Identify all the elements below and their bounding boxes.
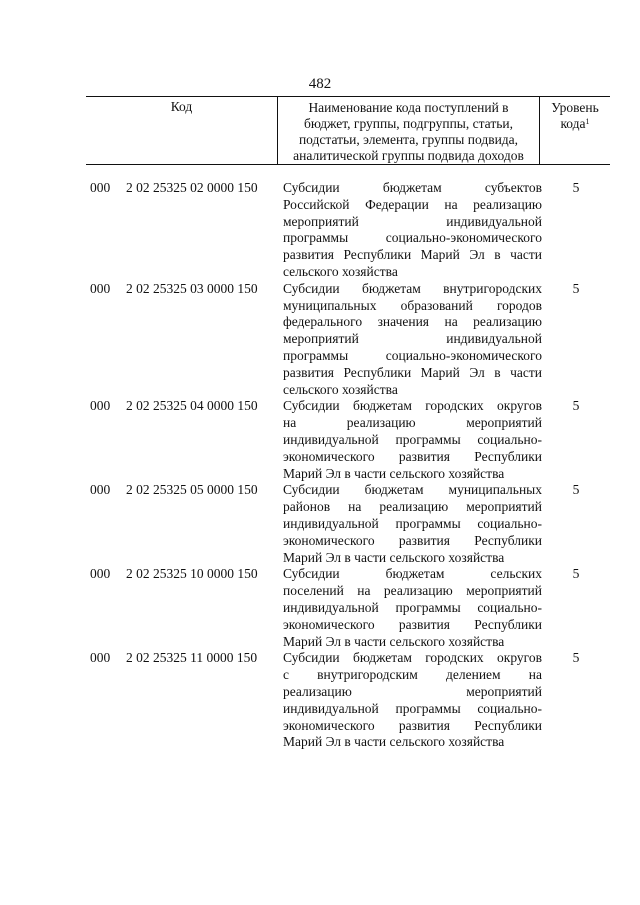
row-income-code: 2 02 25325 05 0000 150 <box>126 482 258 498</box>
row-name-line: на реализацию мероприятий <box>283 415 542 431</box>
row-name-line: Марий Эл в части сельского хозяйства <box>283 734 505 750</box>
row-level: 5 <box>572 280 580 296</box>
header-name <box>277 97 540 164</box>
row-name-line: Марий Эл в части сельского хозяйства <box>283 465 505 481</box>
row-name-line: развития Республики Марий Эл в части <box>283 364 542 380</box>
row-name-line: районов на реализацию мероприятий <box>283 499 542 515</box>
row-name-line: программы социально-экономического <box>283 230 542 246</box>
row-income-code: 2 02 25325 03 0000 150 <box>126 280 258 296</box>
row-name-line: мероприятий индивидуальной <box>283 213 542 229</box>
table-row <box>86 650 610 751</box>
row-name-line: индивидуальной программы социально- <box>283 515 542 531</box>
table-row <box>86 482 610 566</box>
header-name-line: бюджет, группы, подгруппы, статьи, <box>304 116 513 131</box>
table-row <box>86 566 610 650</box>
page-number: 482 <box>308 76 332 92</box>
row-name-line: с внутригородским делением на <box>283 667 542 683</box>
row-name-line: экономического развития Республики <box>283 717 542 733</box>
row-level: 5 <box>572 566 580 582</box>
row-name-line: муниципальных образований городов <box>283 297 542 313</box>
table-header <box>86 96 610 165</box>
row-name <box>283 180 542 281</box>
row-name-line: Субсидии бюджетам городских округов <box>283 650 542 666</box>
row-name-line: программы социально-экономического <box>283 347 542 363</box>
header-level-line <box>540 116 610 132</box>
row-name-line: реализацию мероприятий <box>283 683 542 699</box>
row-name-line: Российской Федерации на реализацию <box>283 196 542 212</box>
row-income-code: 2 02 25325 02 0000 150 <box>126 180 258 195</box>
row-name-line: поселений на реализацию мероприятий <box>283 583 542 599</box>
row-income-code: 2 02 25325 10 0000 150 <box>126 566 258 582</box>
row-income-code: 2 02 25325 11 0000 150 <box>126 650 258 666</box>
header-name-line: Наименование кода поступлений в <box>308 100 509 115</box>
row-admin-code: 000 <box>90 566 111 582</box>
row-name-line: индивидуальной программы социально- <box>283 599 542 615</box>
header-name-line: аналитической группы подвида доходов <box>293 148 524 163</box>
row-name-line: экономического развития Республики <box>283 448 542 464</box>
row-name-line: Субсидии бюджетам городских округов <box>283 398 542 414</box>
row-admin-code: 000 <box>90 398 111 414</box>
row-name-line: экономического развития Республики <box>283 532 542 548</box>
row-name-line: федерального значения на реализацию <box>283 314 542 330</box>
row-name-line: Марий Эл в части сельского хозяйства <box>283 549 505 565</box>
header-level <box>540 97 610 164</box>
footnote-marker: 1 <box>585 117 590 126</box>
row-name-line: сельского хозяйства <box>283 263 398 279</box>
row-level: 5 <box>572 180 580 195</box>
row-name-line: экономического развития Республики <box>283 616 542 632</box>
row-level: 5 <box>572 482 580 498</box>
row-name-line: Субсидии бюджетам муниципальных <box>283 482 542 498</box>
table-row <box>86 180 610 281</box>
row-name-line: Субсидии бюджетам сельских <box>283 566 542 582</box>
row-name-line: Субсидии бюджетам внутригородских <box>283 280 542 296</box>
row-name <box>283 398 542 482</box>
row-name-line: Субсидии бюджетам субъектов <box>283 180 542 195</box>
table-body <box>86 180 610 751</box>
row-name-line: развития Республики Марий Эл в части <box>283 247 542 263</box>
row-name <box>283 281 542 399</box>
header-code: Код <box>170 99 193 114</box>
row-admin-code: 000 <box>90 280 111 296</box>
table-row <box>86 281 610 399</box>
row-name-line: мероприятий индивидуальной <box>283 331 542 347</box>
row-name-line: индивидуальной программы социально- <box>283 700 542 716</box>
row-name-line: Марий Эл в части сельского хозяйства <box>283 633 505 649</box>
row-level: 5 <box>572 398 580 414</box>
row-admin-code: 000 <box>90 482 111 498</box>
row-income-code: 2 02 25325 04 0000 150 <box>126 398 258 414</box>
row-admin-code: 000 <box>90 650 111 666</box>
row-name <box>283 566 542 650</box>
header-level-word: кода <box>560 116 586 131</box>
row-name-line: индивидуальной программы социально- <box>283 431 542 447</box>
row-name <box>283 650 542 751</box>
header-level-line: Уровень <box>551 100 599 115</box>
row-name <box>283 482 542 566</box>
row-level: 5 <box>572 650 580 666</box>
header-name-line: подстатьи, элемента, группы подвида, <box>298 132 519 147</box>
row-admin-code: 000 <box>90 180 111 195</box>
table-row <box>86 398 610 482</box>
row-name-line: сельского хозяйства <box>283 381 398 397</box>
